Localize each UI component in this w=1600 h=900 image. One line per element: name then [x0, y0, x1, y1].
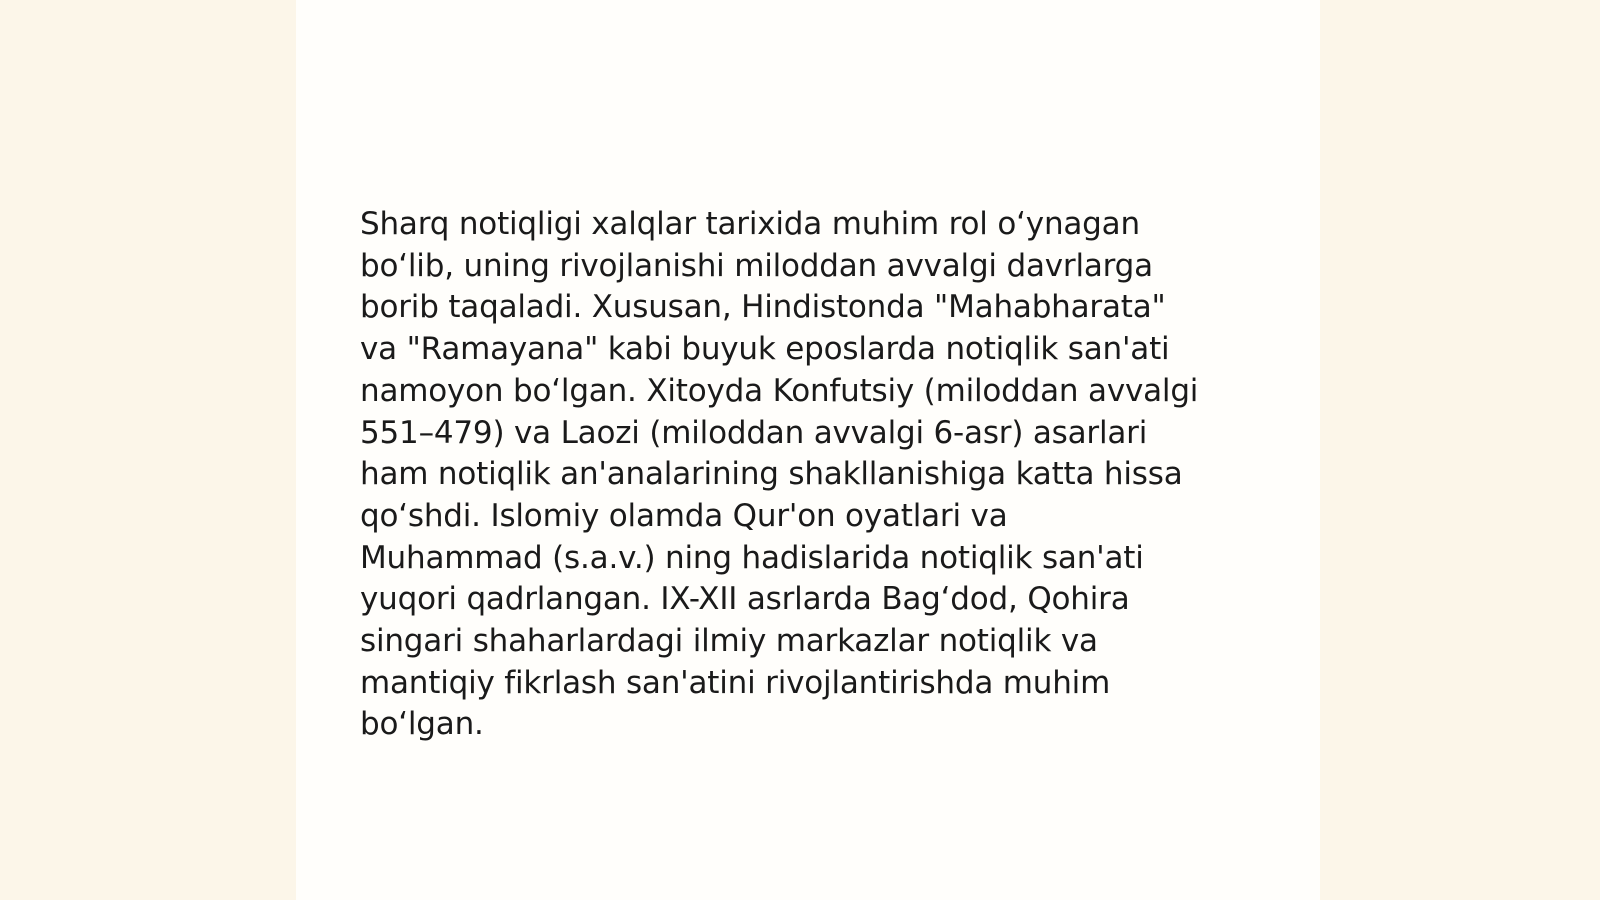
text-line: Muhammad (s.a.v.) ning hadislarida notiqlik san'ati: [360, 539, 1144, 576]
slide: [296, 0, 1320, 900]
text-line: ham notiqlik an'analarining shakllanishiga katta hissa: [360, 456, 1183, 493]
text-line: Sharq notiqligi xalqlar tarixida muhim rol o‘ynagan: [360, 206, 1140, 242]
text-line: singari shaharlardagi ilmiy markazlar notiqlik va: [360, 623, 1098, 660]
text-line: mantiqiy fikrlash san'atini rivojlantirishda muhim: [360, 664, 1111, 701]
text-line: bo‘lgan.: [360, 706, 484, 743]
text-line: namoyon bo‘lgan. Xitoyda Konfutsiy (miloddan avvalgi: [360, 372, 1199, 409]
text-line: borib taqaladi. Xususan, Hindistonda "Mahabharata": [360, 289, 1166, 326]
text-line: qo‘shdi. Islomiy olamda Qur'on oyatlari va: [360, 497, 1008, 534]
text-line: 551–479) va Laozi (miloddan avvalgi 6-asr) asarlari: [360, 414, 1148, 451]
text-line: bo‘lib, uning rivojlanishi miloddan avvalgi davrlarga: [360, 247, 1153, 284]
text-line: va "Ramayana" kabi buyuk eposlarda notiqlik san'ati: [360, 331, 1170, 368]
slide-body-text: [360, 204, 1260, 746]
text-line: yuqori qadrlangan. IX-XII asrlarda Bag‘dod, Qohira: [360, 581, 1130, 618]
